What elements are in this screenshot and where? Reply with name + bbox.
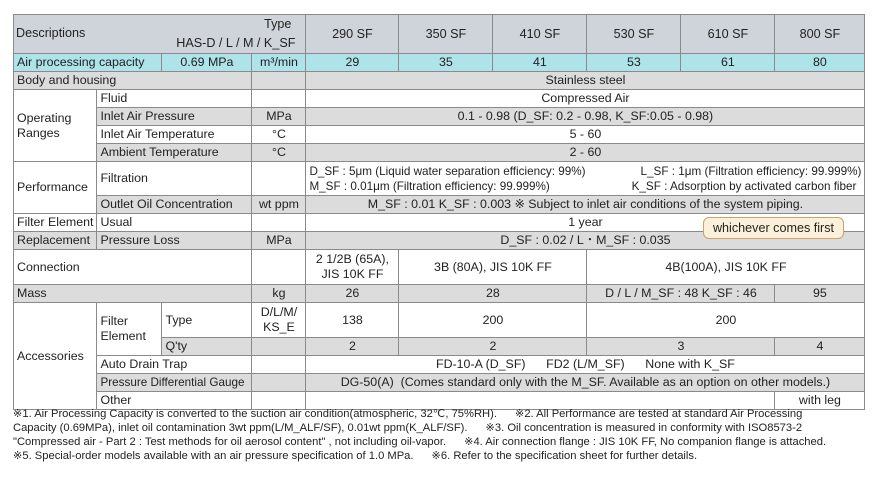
connection-value-3: 4B(100A), JIS 10K FF (587, 250, 865, 285)
filtration-msf: M_SF : 0.01μm (Filtration efficiency: 99.999%) (309, 179, 550, 193)
inlet-temp-row (14, 126, 865, 144)
air-capacity-row (14, 54, 865, 72)
accessories-label: Accessories (14, 303, 97, 410)
filter-element-accessory-label: Filter Element (97, 303, 162, 356)
descriptions-label: Descriptions (16, 26, 86, 40)
filtration-dsf: D_SF : 5μm (Liquid water separation efficiency: 99%) (309, 164, 586, 178)
model-410sf: 410 SF (493, 15, 587, 54)
ambient-temp-row (14, 144, 865, 162)
operating-ranges-label: Operating Ranges (14, 90, 97, 162)
type-row-label: Type (162, 303, 252, 338)
ambient-temp-label: Ambient Temperature (97, 144, 252, 162)
type-value-3: 200 (587, 303, 865, 338)
mass-value-2: 28 (399, 285, 587, 303)
whichever-comes-first-callout: whichever comes first (703, 217, 844, 239)
qty-value-4: 4 (775, 338, 865, 356)
body-label: Body and housing (14, 72, 252, 90)
qty-value-1: 2 (306, 338, 399, 356)
air-capacity-unit: m³/min (252, 54, 306, 72)
model-800sf: 800 SF (775, 15, 865, 54)
gauge-row (14, 374, 865, 392)
oil-label: Outlet Oil Concentration (97, 196, 252, 214)
type-value-2: 200 (399, 303, 587, 338)
drain-row (14, 356, 865, 374)
gauge-value: DG-50(A) (Comes standard only with the M_SF. Available as an option on other models.) (306, 374, 865, 392)
capacity-value: 61 (681, 54, 775, 72)
filtration-row (14, 162, 865, 196)
fluid-label: Fluid (97, 90, 252, 108)
inlet-temp-unit: °C (252, 126, 306, 144)
inlet-pressure-label: Inlet Air Pressure (97, 108, 252, 126)
filtration-lsf: L_SF : 1μm (Filtration efficiency: 99.999%) (640, 164, 862, 178)
inlet-temp-label: Inlet Air Temperature (97, 126, 252, 144)
qty-label: Q'ty (162, 338, 252, 356)
other-label: Other (97, 392, 252, 410)
mass-value-4: 95 (775, 285, 865, 303)
fluid-row (14, 90, 865, 108)
mass-label: Mass (14, 285, 252, 303)
fluid-value: Compressed Air (306, 90, 865, 108)
model-530sf: 530 SF (587, 15, 681, 54)
oil-unit: wt ppm (252, 196, 306, 214)
connection-row (14, 250, 865, 285)
footnotes (13, 407, 873, 463)
mass-value-3: D / L / M_SF : 48 K_SF : 46 (587, 285, 775, 303)
footnote-line-4: ※5. Special-order models available with an air pressure specification of 1.0 MPa. ※6. Refer to the specification sheet for further details. (13, 450, 698, 462)
oil-value: M_SF : 0.01 K_SF : 0.003 ※ Subject to inlet air conditions of the system piping. (306, 196, 865, 214)
footnote-line-1: ※1. Air Processing Capacity is converted to the suction air condition(atmospheric, 32℃, 75%RH). ※2. All Performance are tested at standard Air Processing (13, 408, 803, 420)
usual-label: Usual (97, 214, 252, 232)
mass-row (14, 285, 865, 303)
replacement-label: Replacement (14, 232, 97, 250)
footnote-line-2: Capacity (0.69MPa), inlet oil contamination 3wt ppm(L/M_ALF/SF), 0.01wt ppm(K_ALF/SF). ※3. Oil concentration is measured in conformity with ISO8573-2 (13, 422, 803, 434)
ambient-temp-unit: °C (252, 144, 306, 162)
type-unit: D/L/M/ KS_E (252, 303, 306, 338)
capacity-value: 29 (306, 54, 399, 72)
model-610sf: 610 SF (681, 15, 775, 54)
models-label: HAS-D / L / M / K_SF (176, 36, 296, 50)
pressure-loss-value: D_SF : 0.02 / L・M_SF : 0.035 (306, 232, 865, 250)
filtration-ksf: K_SF : Adsorption by activated carbon fiber (631, 179, 857, 193)
header-row (14, 15, 865, 54)
filtration-label: Filtration (97, 162, 252, 196)
connection-value-1: 2 1/2B (65A), JIS 10K FF (306, 250, 399, 285)
air-capacity-label: Air processing capacity (14, 54, 162, 72)
capacity-value: 41 (493, 54, 587, 72)
body-value: Stainless steel (306, 72, 865, 90)
inlet-pressure-value: 0.1 - 0.98 (D_SF: 0.2 - 0.98, K_SF:0.05 - 0.98) (306, 108, 865, 126)
filtration-value (306, 162, 865, 196)
qty-value-3: 3 (587, 338, 775, 356)
pressure-loss-unit: MPa (252, 232, 306, 250)
inlet-temp-value: 5 - 60 (306, 126, 865, 144)
capacity-value: 80 (775, 54, 865, 72)
inlet-pressure-unit: MPa (252, 108, 306, 126)
filter-element-label: Filter Element (14, 214, 97, 232)
other-value: with leg (775, 392, 865, 410)
drain-label: Auto Drain Trap (97, 356, 252, 374)
pressure-loss-label: Pressure Loss (97, 232, 252, 250)
gauge-label: Pressure Differential Gauge (97, 374, 252, 392)
qty-value-2: 2 (399, 338, 587, 356)
type-label: Type (264, 17, 292, 31)
ambient-temp-value: 2 - 60 (306, 144, 865, 162)
drain-value: FD-10-A (D_SF) FD2 (L/M_SF) None with K_SF (306, 356, 865, 374)
inlet-pressure-row (14, 108, 865, 126)
capacity-value: 35 (399, 54, 493, 72)
model-350sf: 350 SF (399, 15, 493, 54)
descriptions-type-header (14, 15, 306, 54)
model-290sf: 290 SF (306, 15, 399, 54)
oil-row (14, 196, 865, 214)
filter-type-row (14, 303, 865, 338)
body-row (14, 72, 865, 90)
air-capacity-pressure: 0.69 MPa (162, 54, 252, 72)
capacity-value: 53 (587, 54, 681, 72)
usual-value: 1 year (306, 214, 865, 232)
performance-label: Performance (14, 162, 97, 214)
connection-label: Connection (14, 250, 252, 285)
footnote-line-3: "Compressed air - Part 2 : Test methods for oil aerosol content" , not including oil-vapor. ※4. Air connection flange : JIS 10K FF, No companion flange is attached. (13, 436, 827, 448)
connection-value-2: 3B (80A), JIS 10K FF (399, 250, 587, 285)
type-value-1: 138 (306, 303, 399, 338)
spec-table (13, 14, 865, 410)
mass-unit: kg (252, 285, 306, 303)
mass-value-1: 26 (306, 285, 399, 303)
